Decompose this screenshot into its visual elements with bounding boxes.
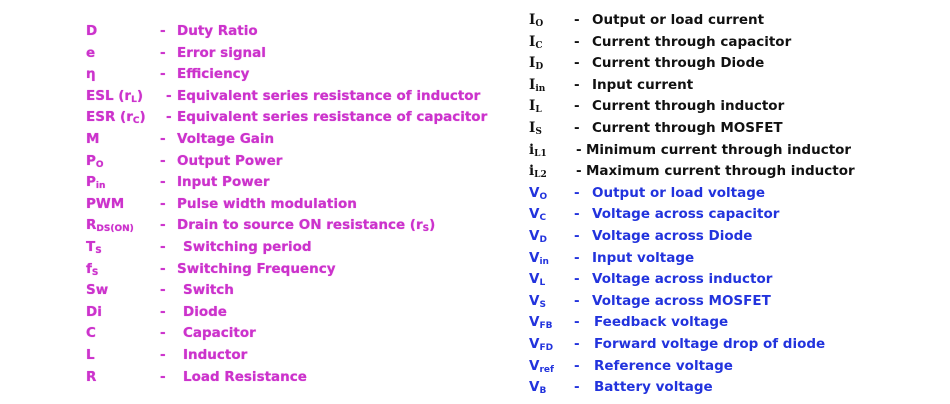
symbol: [529, 119, 542, 137]
separator-dash: -: [160, 152, 166, 169]
description-text: Battery voltage: [594, 379, 713, 396]
symbol: [529, 292, 546, 310]
right-list-item: [0, 184, 950, 202]
symbol-base: P: [86, 174, 96, 191]
symbol-base: V: [529, 206, 540, 223]
symbol-subscript: L2: [534, 170, 547, 181]
right-list-item: [0, 227, 950, 245]
description-text: Duty Ratio: [177, 23, 258, 39]
description-text: Switch: [183, 282, 234, 299]
symbol-subscript: B: [539, 386, 547, 397]
right-list-item: [0, 54, 950, 72]
symbol-base: i: [529, 163, 535, 180]
description: [592, 205, 779, 223]
separator-dash: -: [574, 12, 580, 28]
symbol: [529, 11, 543, 29]
symbol-base: I: [529, 33, 536, 50]
description: [586, 162, 855, 180]
symbol-subscript: L: [131, 94, 137, 105]
symbol-base: PWM: [86, 195, 125, 212]
symbol-base: Di: [86, 303, 102, 320]
symbol-suffix: ): [136, 87, 143, 104]
symbol-subscript: FD: [539, 343, 554, 353]
separator-dash: -: [574, 292, 580, 309]
symbol-base: Sw: [86, 282, 109, 299]
description-text: Output or load voltage: [592, 184, 766, 201]
separator-dash: -: [166, 87, 172, 104]
symbol-base: ESR (r: [86, 109, 133, 126]
description-text: Diode: [183, 303, 227, 320]
right-list-item: [0, 33, 950, 51]
symbol: [529, 357, 554, 375]
symbol-base: R: [86, 368, 97, 385]
symbol: [529, 97, 542, 115]
description-text: Current through Diode: [592, 55, 765, 72]
right-list-item: [0, 205, 950, 223]
symbol-subscript: in: [95, 181, 106, 192]
symbol-base: V: [529, 228, 540, 244]
symbol: [529, 378, 546, 396]
symbol-subscript: S: [539, 299, 546, 310]
separator-dash: -: [160, 282, 166, 299]
symbol: [529, 205, 546, 223]
separator-dash: -: [574, 271, 580, 288]
separator-dash: -: [160, 217, 166, 234]
symbol: [529, 76, 545, 94]
description-text: Minimum current through inductor: [586, 141, 852, 158]
description-text: Switching period: [183, 239, 312, 255]
symbol-subscript: C: [535, 40, 543, 51]
separator-dash: -: [160, 325, 166, 342]
description: [594, 357, 733, 375]
separator-dash: -: [160, 195, 166, 212]
description-text: Reference voltage: [594, 357, 733, 374]
description-text: Efficiency: [177, 66, 250, 83]
symbol-base: I: [529, 55, 536, 72]
separator-dash: -: [574, 228, 580, 244]
right-list-item: [0, 119, 950, 137]
right-list-item: [0, 378, 950, 396]
symbol-base: I: [529, 98, 536, 115]
separator-dash: -: [574, 120, 580, 136]
symbol-subscript: S: [95, 246, 102, 256]
description-text: Output Power: [177, 152, 283, 169]
separator-dash: -: [160, 23, 166, 39]
symbol-base: i: [529, 141, 535, 158]
symbol: [529, 335, 553, 353]
description-text: Voltage across capacitor: [592, 206, 780, 223]
description-text: Inductor: [183, 347, 248, 363]
description-text: Voltage across MOSFET: [592, 292, 771, 309]
separator-dash: -: [574, 336, 580, 352]
description: [592, 54, 764, 72]
separator-dash: -: [574, 206, 580, 223]
separator-dash: -: [160, 174, 166, 191]
right-list-item: [0, 11, 950, 29]
description-text: Forward voltage drop of diode: [594, 336, 826, 352]
separator-dash: -: [160, 66, 166, 83]
symbol: [529, 270, 545, 288]
symbol-subscript: S: [535, 127, 542, 137]
symbol: [529, 54, 543, 72]
symbol-base: V: [529, 336, 540, 352]
separator-dash: -: [166, 109, 172, 126]
symbol-base: I: [529, 120, 536, 136]
separator-dash: -: [574, 314, 580, 331]
separator-dash: -: [576, 141, 582, 158]
description: [594, 378, 713, 396]
symbol-subscript: O: [539, 191, 548, 202]
separator-dash: -: [574, 76, 580, 93]
symbol-base: V: [529, 249, 540, 266]
separator-dash: -: [574, 357, 580, 374]
description-text: Load Resistance: [183, 368, 307, 385]
description-text: Voltage across Diode: [592, 228, 753, 244]
symbol: [529, 184, 547, 202]
description-text: Input voltage: [592, 249, 695, 266]
symbol: [529, 162, 547, 180]
description: [592, 97, 784, 115]
description-text: Voltage across inductor: [592, 271, 773, 288]
description-text: Input Power: [177, 174, 270, 191]
symbol-subscript: D: [539, 235, 547, 245]
description-subscript: S: [422, 224, 430, 235]
symbol-subscript: D: [535, 62, 544, 73]
symbol: [529, 33, 543, 51]
symbol-subscript: DS(ON): [96, 224, 134, 235]
description-text: Voltage Gain: [177, 131, 275, 147]
symbol-base: M: [86, 131, 100, 147]
separator-dash: -: [574, 249, 580, 266]
symbol-base: L: [86, 347, 95, 363]
separator-dash: -: [576, 163, 582, 180]
description-text: Feedback voltage: [594, 314, 729, 331]
symbol-base: T: [86, 239, 96, 255]
separator-dash: -: [160, 368, 166, 385]
right-list-item: [0, 141, 950, 159]
right-list-item: [0, 292, 950, 310]
symbol: [529, 249, 549, 267]
symbol: [529, 227, 547, 245]
description: [592, 76, 693, 94]
right-list-item: [0, 335, 950, 353]
symbol-base: C: [86, 325, 96, 342]
symbol-base: I: [529, 76, 536, 93]
symbol-base: ESL (r: [86, 87, 132, 104]
description: [592, 270, 772, 288]
symbol-subscript: in: [539, 256, 549, 267]
symbol-subscript: L: [539, 278, 546, 289]
separator-dash: -: [160, 260, 166, 277]
symbol-base: V: [529, 292, 540, 309]
symbol-base: D: [86, 23, 98, 39]
description-text: Equivalent series resistance of inductor: [177, 87, 481, 104]
description-text: Error signal: [177, 44, 266, 61]
separator-dash: -: [574, 98, 580, 115]
symbol-subscript: in: [535, 83, 546, 94]
right-list-item: [0, 357, 950, 375]
symbol-subscript: O: [535, 19, 544, 29]
description-text: Equivalent series resistance of capacitor: [177, 109, 488, 126]
symbol-base: V: [529, 271, 540, 288]
description-text: Switching Frequency: [177, 260, 336, 277]
symbol: [529, 141, 547, 159]
symbol-base: V: [529, 379, 540, 396]
separator-dash: -: [160, 347, 166, 363]
symbol-base: η: [86, 66, 96, 83]
symbol-subscript: O: [95, 159, 104, 170]
symbol-base: P: [86, 152, 96, 169]
description-suffix: ): [429, 217, 436, 234]
separator-dash: -: [574, 33, 580, 50]
right-list-item: [0, 249, 950, 267]
symbol-subscript: C: [539, 213, 547, 224]
separator-dash: -: [574, 184, 580, 201]
symbol-base: V: [529, 184, 540, 201]
symbol-base: I: [529, 12, 536, 28]
symbol-subscript: L: [535, 105, 542, 116]
description-text: Input current: [592, 76, 694, 93]
description-text: Current through capacitor: [592, 33, 792, 50]
description: [592, 119, 783, 137]
symbol-base: V: [529, 314, 540, 331]
symbol: [529, 313, 552, 331]
symbol-base: V: [529, 357, 540, 374]
symbol-subscript: ref: [539, 364, 554, 375]
separator-dash: -: [160, 239, 166, 255]
description-text: Output or load current: [592, 12, 765, 28]
separator-dash: -: [574, 55, 580, 72]
description-text: Maximum current through inductor: [586, 163, 855, 180]
symbol-suffix: ): [139, 109, 146, 126]
description: [592, 292, 771, 310]
description: [586, 141, 851, 159]
right-list-item: [0, 76, 950, 94]
description-text: Capacitor: [183, 325, 256, 342]
symbol-base: f: [86, 260, 92, 277]
description: [592, 227, 752, 245]
symbol-subscript: C: [132, 116, 140, 127]
symbol-subscript: S: [91, 267, 99, 278]
description-text: Drain to source ON resistance (r: [177, 217, 423, 234]
separator-dash: -: [160, 131, 166, 147]
description: [594, 335, 825, 353]
description: [592, 184, 765, 202]
description-text: Pulse width modulation: [177, 195, 357, 212]
description: [592, 11, 764, 29]
symbol-base: e: [86, 44, 96, 61]
right-list-item: [0, 313, 950, 331]
description: [592, 33, 791, 51]
symbol-subscript: FB: [539, 321, 553, 332]
separator-dash: -: [160, 44, 166, 61]
separator-dash: -: [160, 303, 166, 320]
description: [594, 313, 728, 331]
description-text: Current through inductor: [592, 98, 785, 115]
description-text: Current through MOSFET: [592, 120, 783, 136]
symbol-base: R: [86, 217, 97, 234]
symbol-subscript: L1: [534, 148, 547, 159]
description: [592, 249, 694, 267]
separator-dash: -: [574, 379, 580, 396]
